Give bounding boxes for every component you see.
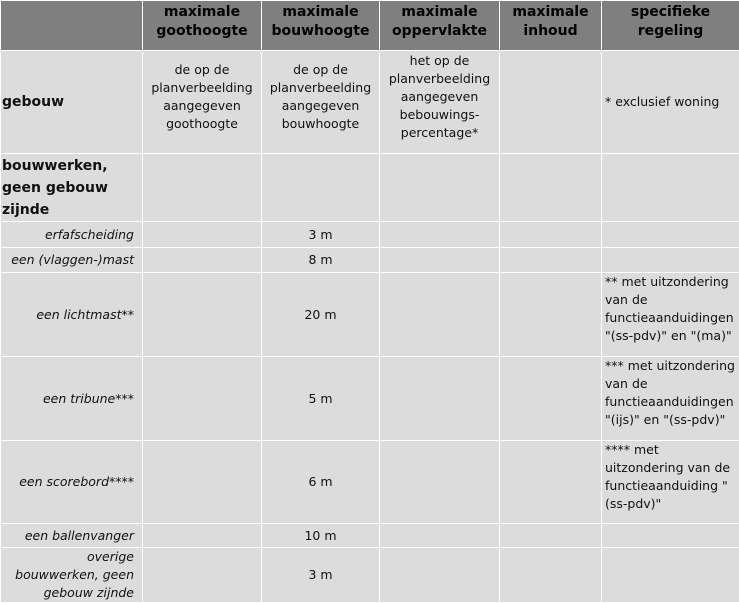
cell-inhoud — [500, 548, 602, 603]
row-label: een tribune*** — [1, 357, 143, 441]
cell-oppervlakte — [380, 524, 500, 548]
cell-goothoogte — [143, 441, 262, 524]
row-bouwwerken-empty-5 — [602, 154, 739, 222]
cell-oppervlakte — [380, 441, 500, 524]
cell-goothoogte — [143, 524, 262, 548]
cell-regeling: ** met uitzondering van de functieaanduidingen "(ss-pdv)" en "(ma)" — [602, 273, 739, 357]
row-gebouw-inhoud — [500, 51, 602, 154]
table-row — [1, 248, 739, 273]
cell-goothoogte — [143, 248, 262, 273]
cell-oppervlakte — [380, 548, 500, 603]
cell-bouwhoogte: 5 m — [262, 357, 380, 441]
row-bouwwerken-label: bouwwerken, geen gebouw zijnde — [1, 154, 143, 222]
table-row — [1, 524, 739, 548]
table-row — [1, 273, 739, 357]
row-label: een lichtmast** — [1, 273, 143, 357]
cell-oppervlakte — [380, 273, 500, 357]
cell-regeling — [602, 222, 739, 248]
cell-regeling — [602, 548, 739, 603]
header-bouwhoogte: maximale bouwhoogte — [262, 1, 380, 51]
cell-regeling: *** met uitzondering van de functieaanduidingen "(ijs)" en "(ss-pdv)" — [602, 357, 739, 441]
cell-oppervlakte — [380, 248, 500, 273]
header-oppervlakte: maximale oppervlakte — [380, 1, 500, 51]
header-regeling: specifieke regeling — [602, 1, 739, 51]
cell-oppervlakte — [380, 357, 500, 441]
row-label: erfafscheiding — [1, 222, 143, 248]
cell-bouwhoogte: 6 m — [262, 441, 380, 524]
header-blank — [1, 1, 143, 51]
row-gebouw-bouwhoogte: de op de planverbeelding aangegeven bouwhoogte — [262, 51, 380, 154]
header-goothoogte: maximale goothoogte — [143, 1, 262, 51]
cell-inhoud — [500, 248, 602, 273]
row-gebouw — [1, 51, 739, 154]
row-gebouw-oppervlakte: het op de planverbeelding aangegeven bebouwings-percentage* — [380, 51, 500, 154]
row-bouwwerken-empty-4 — [500, 154, 602, 222]
row-bouwwerken-empty-2 — [262, 154, 380, 222]
row-gebouw-regeling: * exclusief woning — [602, 51, 739, 154]
header-inhoud: maximale inhoud — [500, 1, 602, 51]
table-row — [1, 441, 739, 524]
header-row — [1, 1, 739, 51]
cell-inhoud — [500, 524, 602, 548]
table-row — [1, 357, 739, 441]
row-gebouw-label: gebouw — [1, 51, 143, 154]
cell-inhoud — [500, 357, 602, 441]
cell-goothoogte — [143, 357, 262, 441]
cell-goothoogte — [143, 548, 262, 603]
table-row — [1, 222, 739, 248]
row-gebouw-goothoogte: de op de planverbeelding aangegeven goothoogte — [143, 51, 262, 154]
cell-regeling — [602, 524, 739, 548]
cell-bouwhoogte: 20 m — [262, 273, 380, 357]
cell-goothoogte — [143, 273, 262, 357]
row-label: een scorebord**** — [1, 441, 143, 524]
row-bouwwerken-empty-1 — [143, 154, 262, 222]
cell-regeling — [602, 248, 739, 273]
row-bouwwerken-heading — [1, 154, 739, 222]
table-row — [1, 548, 739, 603]
cell-goothoogte — [143, 222, 262, 248]
row-label: een ballenvanger — [1, 524, 143, 548]
cell-inhoud — [500, 222, 602, 248]
cell-inhoud — [500, 273, 602, 357]
row-bouwwerken-empty-3 — [380, 154, 500, 222]
cell-oppervlakte — [380, 222, 500, 248]
row-label: een (vlaggen-)mast — [1, 248, 143, 273]
cell-regeling: **** met uitzondering van de functieaanduiding "(ss-pdv)" — [602, 441, 739, 524]
cell-bouwhoogte: 3 m — [262, 222, 380, 248]
row-label: overige bouwwerken, geen gebouw zijnde — [1, 548, 143, 603]
cell-inhoud — [500, 441, 602, 524]
cell-bouwhoogte: 8 m — [262, 248, 380, 273]
cell-bouwhoogte: 3 m — [262, 548, 380, 603]
cell-bouwhoogte: 10 m — [262, 524, 380, 548]
